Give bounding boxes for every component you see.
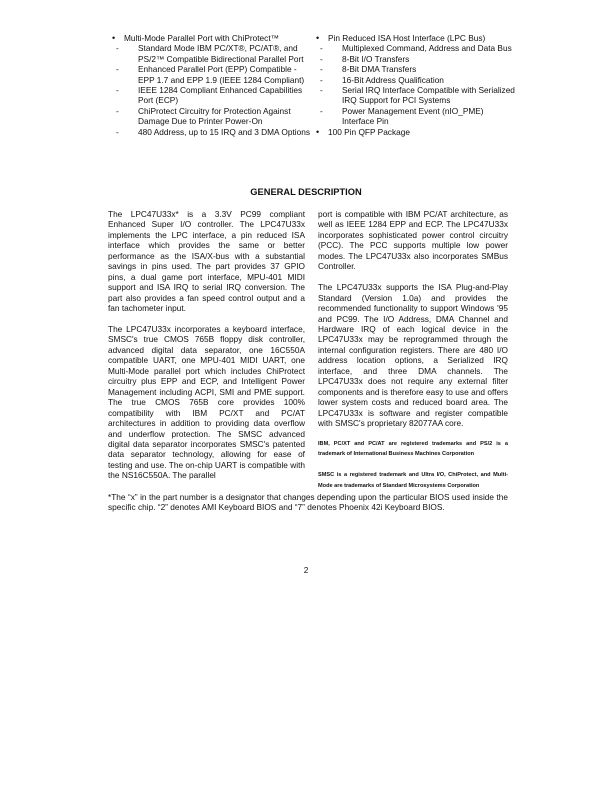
section-heading: GENERAL DESCRIPTION [250,187,362,197]
feature-subitem: - Power Management Event (nIO_PME) Interface Pin [320,106,516,127]
paragraph: The LPC47U33x incorporates a keyboard interface, SMSC's true CMOS 765B floppy disk controller, advanced digital data separator, one 16C550A compatible UART, one MPU-401 MIDI UART, one Multi-Mode parallel port which includes ChiProtect circuitry plus EPP and ECP, and Intelligent Power Management including ACPI, SMI and PME support. The true CMOS 765B core provides 100% compatibility with IBM PC/XT and PC/AT architectures in addition to providing data overflow and underflow protection. The SMSC advanced digital data separator incorporates SMSC's patented data separator technology, allowing for ease of testing and use. The on-chip UART is compatible with the NS16C550A. The parallel [108,323,305,481]
page-number: 2 [303,565,309,575]
feature-subitem: - Enhanced Parallel Port (EPP) Compatible - EPP 1.7 and EPP 1.9 (IEEE 1284 Compliant) [116,64,312,85]
trademark-note: SMSC is a registered trademark and Ultra I/O, ChiProtect, and Multi-Mode are trademarks of Standard Microsystems Corporation [318,472,508,489]
feature-subitem: - ChiProtect Circuitry for Protection Against Damage Due to Printer Power-On [116,106,312,127]
feature-subitem: - 16-Bit Address Qualification [320,75,516,85]
left-column [108,209,305,491]
feature-bullet: • Multi-Mode Parallel Port with ChiProtect™ [112,33,312,43]
paragraph: The LPC47U33x supports the ISA Plug-and-Play Standard (Version 1.0a) and provides the recommended functionality to support Windows '95 and PC99. The I/O Address, DMA Channel and Hardware IRQ of each logical device in the LPC47U33x may be reprogrammed through the internal configuration registers. There are 480 I/O address location options, a Serialized IRQ interface, and three DMA channels. The LPC47U33x does not require any external filter components and is therefore easy to use and offers lower system costs and reduced board area. The LPC47U33x is software and register compatible with SMSC's proprietary 82077AA core. [318,282,508,429]
paragraph: The LPC47U33x* is a 3.3V PC99 compliant Enhanced Super I/O controller. The LPC47U33x implements the LPC interface, a pin reduced ISA interface which provides the same or better performance as the ISA/X-bus with a substantial savings in pins used. The part provides 37 GPIO pins, a dual game port interface, MPU-401 MIDI support and ISA IRQ to serial IRQ conversion. The part also provides a fan speed control output and a fan tachometer input. [108,209,305,314]
feature-subitem: - 480 Address, up to 15 IRQ and 3 DMA Options [116,127,312,137]
feature-subitem: - 8-Bit DMA Transfers [320,64,516,74]
features-right [316,33,516,137]
right-column [318,209,508,501]
feature-subitem: - Multiplexed Command, Address and Data Bus [320,43,516,53]
feature-subitem: - 8-Bit I/O Transfers [320,54,516,64]
feature-subitem: - Standard Mode IBM PC/XT®, PC/AT®, and PS/2™ Compatible Bidirectional Parallel Port [116,43,312,64]
paragraph: port is compatible with IBM PC/AT architecture, as well as IEEE 1284 EPP and ECP. The LPC47U33x incorporates sophisticated power control circuitry (PCC). The PCC supports multiple low power modes. The LPC47U33x also incorporates SMBus Controller. [318,209,508,272]
features-left [112,33,312,137]
feature-bullet: • Pin Reduced ISA Host Interface (LPC Bus) [316,33,516,43]
feature-subitem: - Serial IRQ Interface Compatible with Serialized IRQ Support for PCI Systems [320,85,516,106]
feature-subitem: - IEEE 1284 Compliant Enhanced Capabilities Port (ECP) [116,85,312,106]
trademark-note: IBM, PC/XT and PC/AT are registered trademarks and PS/2 is a trademark of International Business Machines Corporation [318,440,508,458]
footnote: *The “x” in the part number is a designator that changes depending upon the particular BIOS used inside the specific chip. “2” denotes AMI Keyboard BIOS and “7” denotes Phoenix 42i Keyboard BIOS. [108,492,508,513]
feature-bullet: • 100 Pin QFP Package [316,127,516,137]
